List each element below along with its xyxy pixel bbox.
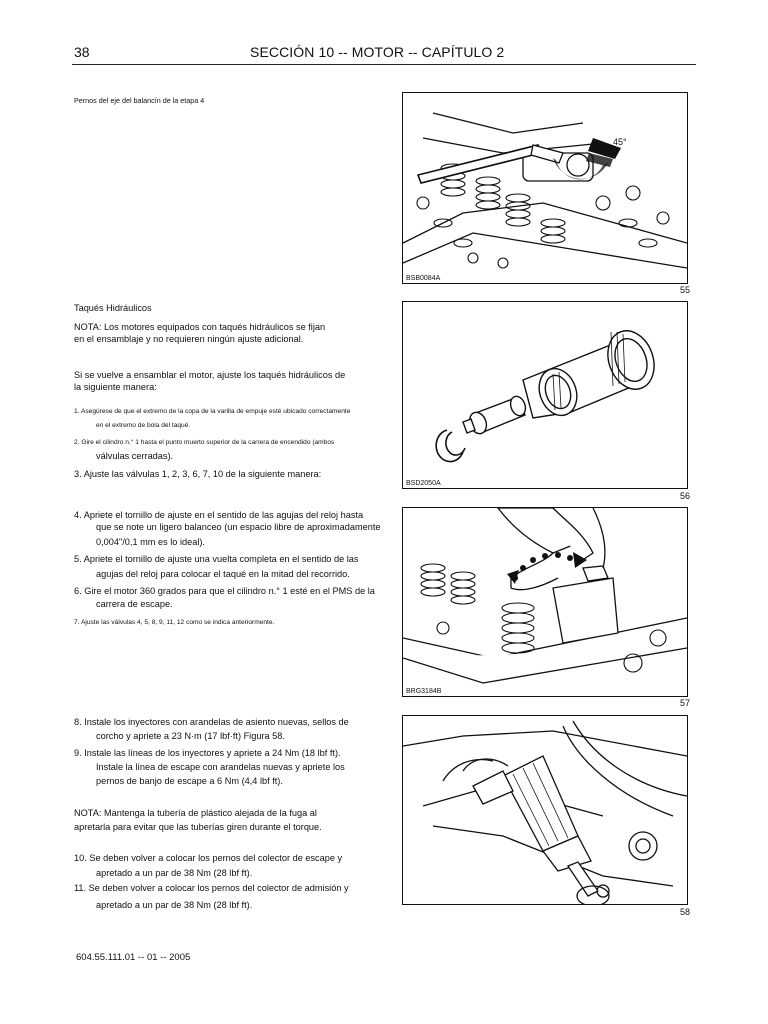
note1-line2: en el ensamblaje y no requieren ningún ajuste adicional. — [74, 334, 304, 344]
step5-line2: agujas del reloj para colocar el taqué en la mitad del recorrido. — [96, 569, 350, 579]
step1-line2: en el extremo de bola del taqué. — [96, 422, 191, 429]
step2-line1: 2. Gire el cilindro n.° 1 hasta el punto muerto superior de la carrera de encendido (ambos — [74, 439, 335, 446]
step3: 3. Ajuste las válvulas 1, 2, 3, 6, 7, 10 de la siguiente manera: — [74, 469, 322, 479]
step7: 7. Ajuste las válvulas 4, 5, 8, 9, 11, 12 como se indica anteriormente. — [74, 619, 275, 626]
note2-line2: apretarla para evitar que las tuberías giren durante el torque. — [74, 822, 322, 832]
intro-line1: Si se vuelve a ensamblar el motor, ajuste los taqués hidráulicos de — [74, 370, 346, 380]
tappets-title: Taqués Hidráulicos — [74, 303, 152, 313]
tappet-illustration — [403, 302, 687, 488]
figure-56-hydraulic-tappet — [402, 301, 688, 489]
document-code: 604.55.111.01 -- 01 -- 2005 — [76, 952, 191, 963]
step4-line1: 4. Apriete el tornillo de ajuste en el sentido de las agujas del reloj hasta — [74, 510, 364, 520]
step6-line2: carrera de escape. — [96, 599, 173, 609]
step1-line1: 1. Asegúrese de que el extremo de la copa de la varilla de empuje esté ubicado correctamente — [74, 408, 351, 415]
figure-58-number: 58 — [680, 907, 691, 917]
step10-line2: apretado a un par de 38 Nm (28 lbf ft). — [96, 868, 253, 878]
angle-label: 45° — [613, 137, 627, 147]
figure-56-number: 56 — [680, 491, 691, 501]
step10-line1: 10. Se deben volver a colocar los pernos del colector de escape y — [74, 853, 343, 863]
rocker-shaft-illustration — [403, 93, 687, 283]
figure-58-injector-install — [402, 715, 688, 905]
step4-line3: 0,004"/0,1 mm es lo ideal). — [96, 537, 205, 547]
figure-57-code: BRG3184B — [406, 688, 442, 695]
figure-55-rocker-shaft-bolts — [402, 92, 688, 284]
step5-line1: 5. Apriete el tornillo de ajuste una vuelta completa en el sentido de las — [74, 554, 359, 564]
page-title: SECCIÓN 10 -- MOTOR -- CAPÍTULO 2 — [250, 44, 505, 60]
figure-55-number: 55 — [680, 285, 691, 295]
step4-line2: que se note un ligero balanceo (un espacio libre de aproximadamente — [96, 522, 381, 532]
injector-illustration — [403, 716, 687, 904]
note2-line1: NOTA: Mantenga la tubería de plástico alejada de la fuga al — [74, 808, 317, 818]
step6-line1: 6. Gire el motor 360 grados para que el cilindro n.° 1 esté en el PMS de la — [74, 586, 375, 596]
page-number: 38 — [74, 44, 90, 60]
step11-line2: apretado a un par de 38 Nm (28 lbf ft). — [96, 900, 253, 910]
step9-line2: Instale la línea de escape con arandelas nuevas y apriete los — [96, 762, 345, 772]
figure-57-number: 57 — [680, 698, 691, 708]
header-divider — [72, 64, 696, 65]
figure-55-code: BSB0084A — [406, 275, 441, 282]
figure-56-code: BSD2050A — [406, 480, 441, 487]
intro-line2: la siguiente manera: — [74, 382, 157, 392]
step2-line2: válvulas cerradas). — [96, 451, 174, 461]
step9-line3: pernos de banjo de escape a 6 Nm (4,4 lbf ft). — [96, 776, 283, 786]
valve-adjustment-illustration — [403, 508, 687, 696]
step9-line1: 9. Instale las líneas de los inyectores y apriete a 24 Nm (18 lbf ft). — [74, 748, 341, 758]
figure-57-valve-adjustment — [402, 507, 688, 697]
step8-line1: 8. Instale los inyectores con arandelas de asiento nuevas, sellos de — [74, 717, 349, 727]
step11-line1: 11. Se deben volver a colocar los pernos del colector de admisión y — [74, 883, 349, 893]
note1-line1: NOTA: Los motores equipados con taqués hidráulicos se fijan — [74, 322, 326, 332]
step8-line2: corcho y apriete a 23 N·m (17 lbf·ft) Figura 58. — [96, 731, 285, 741]
rocker-caption: Pernos del eje del balancín de la etapa 4 — [74, 96, 205, 105]
